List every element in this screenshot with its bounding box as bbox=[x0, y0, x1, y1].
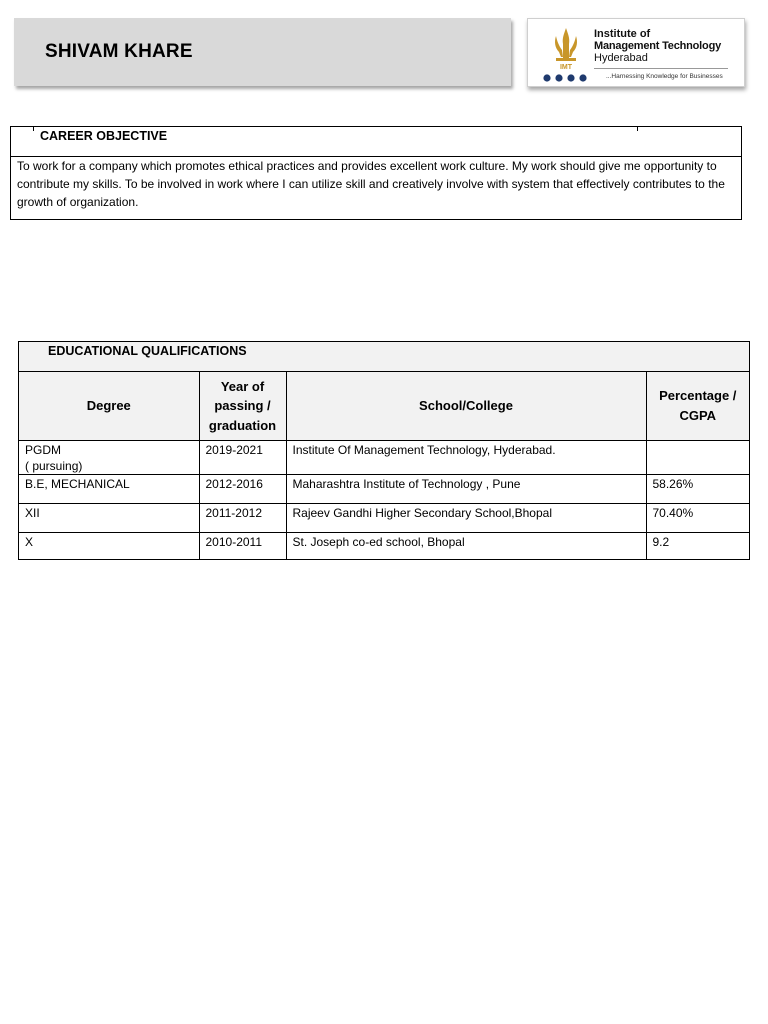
school-cell: Maharashtra Institute of Technology , Pune bbox=[286, 474, 646, 503]
degree-cell bbox=[19, 440, 199, 474]
education-section bbox=[18, 341, 750, 560]
header-tick bbox=[637, 126, 638, 131]
logo-line-3: Hyderabad bbox=[594, 52, 648, 64]
year-cell: 2010-2011 bbox=[199, 532, 286, 559]
logo-divider bbox=[594, 68, 728, 69]
column-header-degree: Degree bbox=[19, 372, 199, 440]
column-header-year: Year of passing / graduation bbox=[199, 372, 286, 440]
name-header bbox=[14, 18, 511, 86]
logo-tagline: ...Harnessing Knowledge for Businesses bbox=[606, 73, 723, 80]
degree-note: ( pursuing) bbox=[25, 458, 83, 473]
table-row bbox=[19, 440, 749, 474]
table-row bbox=[19, 532, 749, 559]
degree-cell: XII bbox=[19, 503, 199, 532]
column-header-percentage: Percentage / CGPA bbox=[646, 372, 749, 440]
institute-logo bbox=[527, 18, 745, 87]
year-cell: 2011-2012 bbox=[199, 503, 286, 532]
percentage-cell: 9.2 bbox=[652, 534, 670, 549]
percentage-cell: 70.40% bbox=[646, 503, 749, 532]
education-title: EDUCATIONAL QUALIFICATIONS bbox=[48, 344, 247, 358]
degree-cell: X bbox=[19, 532, 199, 559]
column-header-school: School/College bbox=[286, 372, 646, 440]
education-header bbox=[19, 342, 749, 372]
header-tick bbox=[33, 126, 34, 131]
career-objective-title: CAREER OBJECTIVE bbox=[40, 129, 168, 143]
emblem-text: IMT bbox=[559, 64, 573, 71]
percentage-cell: 58.26% bbox=[646, 474, 749, 503]
logo-line-2: Management Technology bbox=[594, 40, 721, 52]
school-cell: Rajeev Gandhi Higher Secondary School,Bhopal bbox=[286, 503, 646, 532]
school-cell: Institute Of Management Technology, Hyderabad. bbox=[286, 440, 646, 474]
education-table bbox=[19, 372, 749, 559]
percentage-cell bbox=[646, 440, 749, 474]
year-cell: 2019-2021 bbox=[199, 440, 286, 474]
table-row bbox=[19, 474, 749, 503]
career-objective-text: To work for a company which promotes ethical practices and provides excellent work culture. My work should give me opportunity to contribute my skills. To be involved in work where I can utilize skill and creatively involve with system that effectively contributes to the growth of organization. bbox=[17, 159, 725, 209]
table-header-row bbox=[19, 372, 749, 440]
table-row bbox=[19, 503, 749, 532]
trident-emblem-icon bbox=[542, 24, 590, 84]
candidate-name: SHIVAM KHARE bbox=[45, 41, 193, 62]
year-cell: 2012-2016 bbox=[199, 474, 286, 503]
school-cell: St. Joseph co-ed school, Bhopal bbox=[286, 532, 646, 559]
career-objective-header bbox=[11, 127, 741, 157]
degree-text: PGDM bbox=[25, 442, 61, 457]
career-objective-section bbox=[10, 126, 742, 220]
logo-line-1: Institute of bbox=[594, 28, 651, 40]
degree-cell: B.E, MECHANICAL bbox=[19, 474, 199, 503]
